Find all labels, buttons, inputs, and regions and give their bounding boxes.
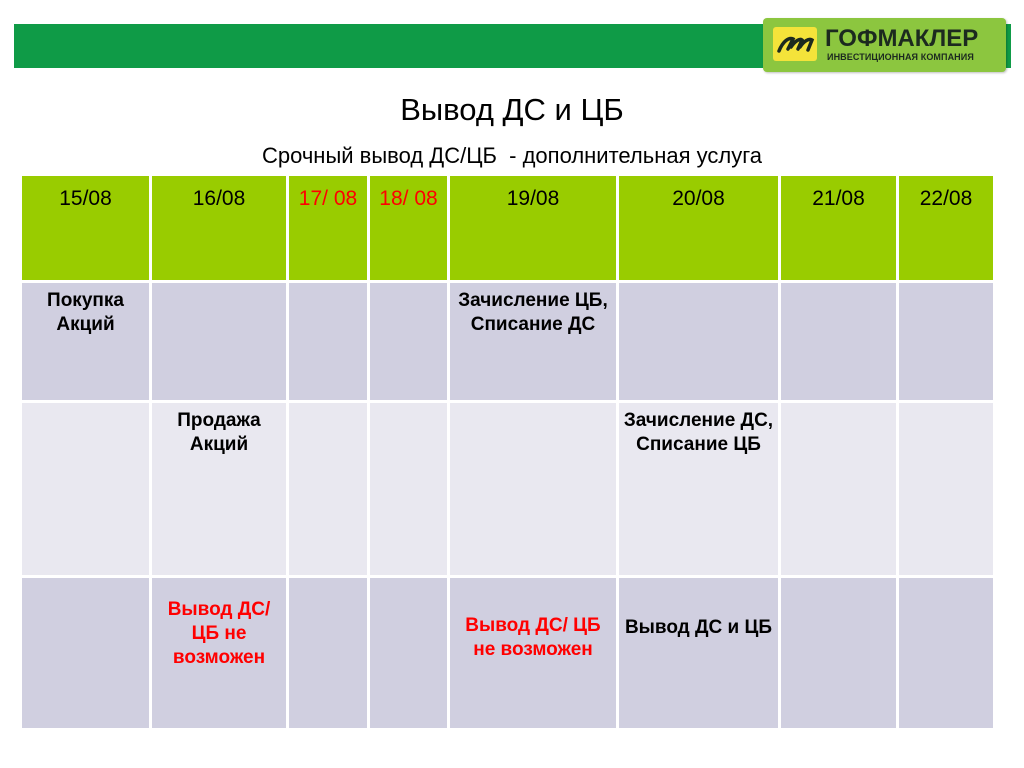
table-cell — [618, 282, 780, 402]
withdrawal-unavailable-cell: Вывод ДС/ ЦБ не возможен — [151, 577, 288, 730]
withdrawal-unavailable-cell: Вывод ДС/ ЦБ не возможен — [449, 577, 618, 730]
table-cell: Покупка Акций — [21, 282, 151, 402]
date-cell-weekend: 18/ 08 — [369, 175, 449, 282]
table-cell — [21, 402, 151, 577]
table-cell — [288, 282, 369, 402]
logo-subtitle: ИНВЕСТИЦИОННАЯ КОМПАНИЯ — [827, 52, 974, 62]
settlement-schedule-table — [19, 173, 996, 731]
table-cell — [288, 402, 369, 577]
table-cell — [780, 402, 898, 577]
date-cell: 19/08 — [449, 175, 618, 282]
date-cell-weekend: 17/ 08 — [288, 175, 369, 282]
table-cell — [369, 282, 449, 402]
date-cell: 22/08 — [898, 175, 995, 282]
table-cell — [449, 402, 618, 577]
table-cell — [151, 282, 288, 402]
table-cell — [288, 577, 369, 730]
logo-mark-icon — [773, 27, 817, 61]
table-cell: Продажа Акций — [151, 402, 288, 577]
table-cell — [369, 402, 449, 577]
table-cell — [369, 577, 449, 730]
page-title: Вывод ДС и ЦБ — [400, 92, 624, 127]
table-row-buy — [21, 282, 995, 402]
company-logo — [763, 18, 1006, 72]
table-row-withdrawal — [21, 577, 995, 730]
table-cell — [780, 577, 898, 730]
table-cell — [898, 402, 995, 577]
withdrawal-available-cell: Вывод ДС и ЦБ — [618, 577, 780, 730]
table-cell — [898, 577, 995, 730]
date-cell: 16/08 — [151, 175, 288, 282]
date-cell: 15/08 — [21, 175, 151, 282]
date-header-row — [21, 175, 995, 282]
table-row-sell — [21, 402, 995, 577]
table-cell: Зачисление ДС, Списание ЦБ — [618, 402, 780, 577]
table-cell: Зачисление ЦБ, Списание ДС — [449, 282, 618, 402]
table-cell — [780, 282, 898, 402]
table-cell — [21, 577, 151, 730]
date-cell: 20/08 — [618, 175, 780, 282]
table-cell — [898, 282, 995, 402]
date-cell: 21/08 — [780, 175, 898, 282]
logo-name: ГОФМАКЛЕР — [825, 25, 979, 52]
page-subtitle: Срочный вывод ДС/ЦБ - дополнительная услуга — [261, 143, 763, 168]
